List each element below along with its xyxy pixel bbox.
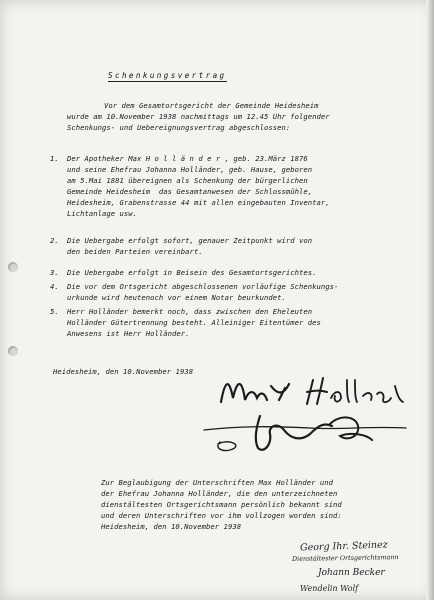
item-number: 2. — [50, 236, 59, 245]
item-number: 4. — [50, 282, 59, 291]
item-line: Der Apotheker Max H o l l ä n d e r , geb. 23.März 1876 — [67, 154, 308, 163]
document-title: Schenkungsvertrag — [108, 71, 227, 80]
handwritten-signature: Dienstältester Ortsgerichtsmann — [291, 553, 399, 563]
item-line: Heidesheim, Grabenstrasse 44 mit allen eingebauten Inventar, — [67, 198, 330, 207]
item-line: Die Uebergabe erfolgt in Beisein des Gesamtortsgerichtes. — [67, 268, 317, 277]
certification-line: Heidesheim, den 10.November 1938 — [101, 522, 242, 531]
item-line: am 5.Mai 1881 übereignen als Schenkung der bürgerlichen — [67, 176, 308, 185]
item-line: und seine Ehefrau Johanna Holländer, geb. Hause, geboren — [67, 165, 313, 174]
item-number: 5. — [50, 307, 59, 316]
punch-hole — [8, 262, 18, 272]
place-date: Heidesheim, den 10.November 1938 — [53, 367, 194, 376]
item-line: Lichtanlage usw. — [67, 209, 138, 218]
certification-line: Zur Beglaubigung der Unterschriften Max Holländer und — [101, 478, 333, 487]
handwritten-signature: Wendelin Wolf — [300, 584, 359, 593]
item-line: urkunde wird heutenoch vor einem Notar beurkundet. — [67, 293, 286, 302]
item-number: 3. — [50, 268, 59, 277]
item-number: 1. — [50, 154, 59, 163]
certification-line: und deren Unterschriften vor ihm vollzogen worden sind: — [101, 511, 342, 520]
item-line: Anwesens ist Herr Holländer. — [67, 329, 190, 338]
certification-line: dienstältesten Ortsgerichtsmann persönlich bekannt sind — [101, 500, 342, 509]
item-line: Die vor dem Ortsgericht abgeschlossenen vorläufige Schenkungs- — [67, 282, 339, 291]
signature-johanna-hollaender — [200, 404, 410, 456]
handwritten-signature: Georg Ihr. Steinez — [299, 539, 388, 554]
certification-line: der Ehefrau Johanna Holländer, die den unterzeichneten — [101, 489, 338, 498]
handwritten-signature: Johann Becker — [318, 568, 385, 578]
item-line: Die Uebergabe erfolgt sofort, genauer Zeitpunkt wird von — [67, 236, 313, 245]
intro-line: Schenkungs- und Uebereignungsvertrag abgeschlossen: — [67, 123, 291, 132]
page-edge-shadow — [426, 0, 434, 600]
punch-hole — [8, 346, 18, 356]
item-line: den beiden Parteien vereinbart. — [67, 247, 203, 256]
intro-line: wurde am 10.November 1938 nachmittags um 12.45 Uhr folgender — [67, 112, 330, 121]
intro-line: Vor dem Gesamtortsgericht der Gemeinde Heidesheim — [104, 101, 319, 110]
item-line: Gemeinde Heidesheim das Gesamtanwesen der Schlossmühle, — [67, 187, 313, 196]
item-line: Holländer Gütertrennung besteht. Alleiniger Eitentümer des — [67, 318, 321, 327]
item-line: Herr Holländer bemerkt noch, dass zwischen den Eheleuten — [67, 307, 313, 316]
